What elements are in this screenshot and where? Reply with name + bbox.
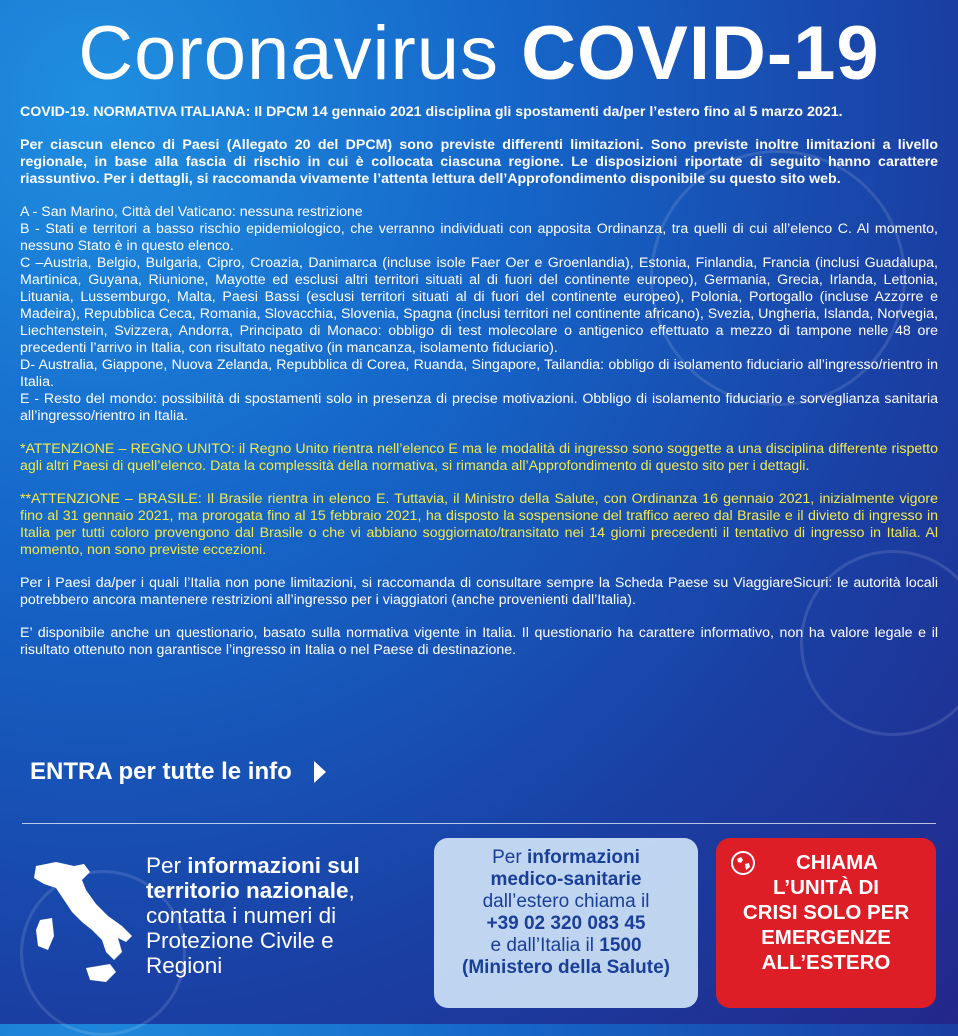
cta-label: ENTRA per tutte le info (30, 758, 292, 785)
limits-text: Per ciascun elenco di Paesi (Allegato 20 del DPCM) sono previste differenti limitazioni. Sono previste inoltre limitazioni a livello regionale, in base alla fascia di rischio in cui è collocata ciascuna regione. Le disposizioni riportate di seguito hanno carattere riassuntivo. Per i dettagli, si raccomanda vivamente l’attenta lettura dell’Approfondimento disponibile su questo sito web. (20, 137, 938, 187)
divider (22, 823, 936, 824)
notice-uk: *ATTENZIONE – REGNO UNITO: il Regno Unito rientra nell’elenco E ma le modalità di ingresso sono soggette a una disciplina differente rispetto agli altri Paesi di quell’elenco. Data la complessità della normativa, si rimanda all’Approfondimento di questo sito per i dettagli. (20, 441, 938, 474)
enter-info-link[interactable] (30, 758, 326, 786)
phone-number-abroad[interactable]: +39 02 320 083 45 (486, 913, 646, 934)
list-item-e: E - Resto del mondo: possibilità di spostamenti solo in presenza di precise motivazioni. Obbligo di isolamento fiduciario e sorveglianza sanitaria all’ingresso/rientro in Italia. (20, 391, 938, 424)
italy-map-icon (26, 860, 138, 992)
arrow-right-icon (314, 761, 326, 783)
list-item-b: B - Stati e territori a basso rischio epidemiologico, che verranno individuati con apposita Ordinanza, tra quelli di cui all’elenco C. Al momento, nessuno Stato è in questo elenco. (20, 221, 938, 254)
main-content (20, 104, 938, 675)
page-title: Coronavirus COVID-19 (78, 11, 880, 96)
globe-icon (730, 850, 756, 876)
crisis-unit-box[interactable]: CHIAMA L’UNITÀ DI CRISI SOLO PER EMERGENZE ALL’ESTERO (716, 838, 936, 1008)
questionario-text: E’ disponibile anche un questionario, basato sulla normativa vigente in Italia. Il questionario ha carattere informativo, non ha valore legale e il risultato ottenuto non garantisce l’ingresso in Italia o nel Paese di destinazione. (20, 625, 938, 658)
phone-number-italy[interactable]: 1500 (599, 935, 642, 956)
list-item-a: A - San Marino, Città del Vaticano: nessuna restrizione (20, 204, 363, 220)
list-item-c: C –Austria, Belgio, Bulgaria, Cipro, Croazia, Danimarca (incluse isole Faer Oer e Groenlandia), Estonia, Finlandia, Francia (inclusi Guadalupa, Martinica, Guyana, Riunione, Mayotte ed esclusi altri territori situati al di fuori del continente europeo), Germania, Grecia, Irlanda, Lettonia, Lituania, Lussemburgo, Malta, Paesi Bassi (esclusi territori situati al di fuori del continente europeo), Polonia, Portogallo (incluse Azzorre e Madeira), Repubblica Ceca, Romania, Slovacchia, Slovenia, Spagna (inclusi territori nel continente africano), Svezia, Ungheria, Islanda, Norvegia, Liechtenstein, Svizzera, Andorra, Principato di Monaco: obbligo di test molecolare o antigenico effettuato a mezzo di tampone nelle 48 ore precedenti l’arrivo in Italia, con risultato negativo (in mancanza, isolamento fiduciario). (20, 255, 938, 356)
medical-info-box: Per informazioni medico-sanitarie dall’estero chiama il +39 02 320 083 45 e dall’Italia il 1500 (Ministero della Salute) (434, 838, 698, 1008)
country-list (20, 204, 938, 425)
notice-brazil: **ATTENZIONE – BRASILE: Il Brasile rientra in elenco E. Tuttavia, il Ministro della Salute, con Ordinanza 16 gennaio 2021, inizialmente vigore fino al 31 gennaio 2021, ma prorogata fino al 15 febbraio 2021, ha disposto la sospensione del traffico aereo dal Brasile e il divieto di ingresso in Italia per tutti coloro provengono dal Brasile o che vi abbiano soggiornato/transitato nei 14 giorni precedenti il tentativo di ingresso in Italia. Al momento, non sono previste eccezioni. (20, 491, 938, 558)
national-info: Per informazioni sul territorio nazionale, contatta i numeri di Protezione Civile e Regioni (146, 853, 360, 978)
intro-text: COVID-19. NORMATIVA ITALIANA: Il DPCM 14 gennaio 2021 disciplina gli spostamenti da/per l’estero fino al 5 marzo 2021. (20, 104, 843, 120)
scheda-paese-text: Per i Paesi da/per i quali l’Italia non pone limitazioni, si raccomanda di consultare sempre la Scheda Paese su ViaggiareSicuri: le autorità locali potrebbero ancora mantenere restrizioni all’ingresso per i viaggiatori (anche provenienti dall’Italia). (20, 575, 938, 608)
list-item-d: D- Australia, Giappone, Nuova Zelanda, Repubblica di Corea, Ruanda, Singapore, Tailandia: obbligo di isolamento fiduciario all’ingresso/rientro in Italia. (20, 357, 938, 390)
